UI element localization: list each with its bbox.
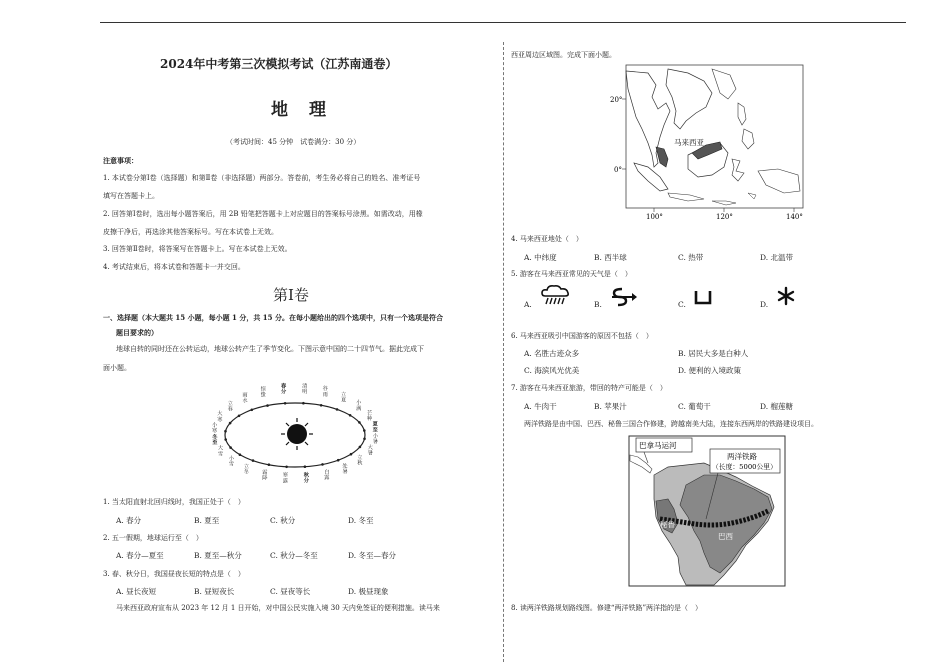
- notice-line: 填写在答题卡上。: [103, 192, 159, 200]
- solar-term-label: 秋分: [303, 472, 310, 485]
- snow-icon: [776, 286, 796, 306]
- notice-line: 3. 回答第Ⅱ卷时，将答案写在答题卡上。写在本试卷上无效。: [103, 245, 292, 253]
- q1-option-b[interactable]: B. 夏至: [194, 516, 220, 525]
- orbit-position-dot: [321, 463, 324, 466]
- notice-heading: 注意事项：: [103, 156, 138, 165]
- question-6-stem: 6. 马来西亚吸引中国游客的原因不包括（ ）: [511, 332, 653, 340]
- notice-line: 皮擦干净后，再选涂其他答案标号。写在本试卷上无效。: [103, 228, 278, 236]
- solar-term-label: 大暑: [367, 444, 373, 457]
- orbit-position-dot: [224, 430, 227, 433]
- solar-term-label: 大寒: [217, 411, 223, 423]
- solar-term-label: 惊蛰: [260, 386, 266, 399]
- sandstorm-icon: [610, 286, 638, 308]
- solar-term-label: 春分: [280, 383, 287, 395]
- orbit-position-dot: [229, 422, 232, 425]
- lon-100-label: 100°: [646, 213, 663, 221]
- orbit-position-dot: [266, 404, 269, 407]
- orbit-position-dot: [304, 465, 307, 468]
- question-2-stem: 2. 五一假期，地球运行至（ ）: [103, 534, 203, 542]
- exam-title: 2024年中考第三次模拟考试（江苏南通卷）: [160, 57, 398, 71]
- solar-term-label: 小满: [356, 400, 362, 412]
- q4-option-b[interactable]: B. 西半球: [594, 253, 627, 262]
- q5-option-d[interactable]: D.: [760, 300, 769, 309]
- top-rule: [100, 22, 906, 23]
- q3-option-a[interactable]: A. 昼长夜短: [116, 587, 157, 596]
- solar-term-label: 小雪: [228, 455, 234, 468]
- solar-term-label: 芒种: [366, 410, 373, 422]
- question-8-stem: 8. 读两洋铁路规划路线图。修建“两洋铁路”两洋指的是（ ）: [511, 604, 703, 612]
- orbit-position-dot: [284, 402, 287, 405]
- orbit-position-dot: [252, 459, 255, 462]
- q6-option-b[interactable]: B. 居民大多是白种人: [678, 349, 749, 358]
- solar-term-label: 谷雨: [322, 386, 328, 398]
- solar-term-label: 寒露: [282, 472, 288, 485]
- southeast-asia-map: [608, 63, 808, 221]
- q2-option-d[interactable]: D. 冬至—春分: [348, 551, 397, 560]
- orbit-position-dot: [302, 402, 305, 405]
- two-ocean-railway-map: [628, 435, 786, 587]
- solar-term-label: 立春: [227, 401, 233, 413]
- solar-term-label: 白露: [324, 469, 330, 481]
- notice-line: 4. 考试结束后，将本试卷和答题卡一并交回。: [103, 263, 245, 271]
- q6-option-c[interactable]: C. 海滨风光优美: [524, 366, 580, 375]
- q7-option-c[interactable]: C. 葡萄干: [678, 402, 711, 411]
- section-instruction: 一、选择题（本大题共 15 小题，每小题 1 分，共 15 分。在每小题给出的四个选项中，只有一个选项是符合: [103, 313, 443, 322]
- malaysia-label: 马来西亚: [674, 138, 704, 147]
- section-instruction: 题目要求的）: [116, 328, 158, 337]
- notice-line: 2. 回答第Ⅰ卷时，选出每小题答案后，用 2B 铅笔把答题卡上对应题目的答案标号涂黑。如需改动，用橡: [103, 210, 423, 218]
- brazil-label: 巴西: [718, 532, 733, 541]
- solar-term-label: 清明: [302, 383, 308, 395]
- q6-option-a[interactable]: A. 名胜古迹众多: [524, 349, 580, 358]
- notice-line: 1. 本试卷分第Ⅰ卷（选择题）和第Ⅱ卷（非选择题）两部分。答卷前，考生务必将自己的姓名、准考证号: [103, 174, 421, 182]
- solar-terms-diagram: [195, 378, 395, 496]
- solar-term-label: 雨水: [242, 392, 248, 405]
- q7-option-d[interactable]: D. 榴莲糖: [760, 402, 794, 411]
- railway-label: 两洋铁路: [727, 452, 757, 461]
- sun-icon: [281, 418, 313, 450]
- orbit-position-dot: [363, 429, 366, 432]
- orbit-position-dot: [350, 453, 353, 456]
- panama-canal-label: 巴拿马运河: [639, 441, 677, 450]
- orbit-position-dot: [238, 415, 241, 418]
- orbit-position-dot: [349, 414, 352, 417]
- question-7-stem: 7. 游客在马来西亚旅游，带回的特产可能是（ ）: [511, 384, 667, 392]
- exam-info: （考试时间：45 分钟 试卷满分：30 分）: [226, 138, 361, 146]
- orbit-position-dot: [359, 446, 362, 449]
- orbit-position-dot: [358, 421, 361, 424]
- lat-0-label: 0°: [614, 166, 622, 174]
- solar-term-label: 小暑: [372, 433, 379, 445]
- q1-option-c[interactable]: C. 秋分: [270, 516, 296, 525]
- orbit-position-dot: [251, 409, 254, 412]
- q2-option-b[interactable]: B. 夏至—秋分: [194, 551, 242, 560]
- q7-option-a[interactable]: A. 牛肉干: [524, 402, 557, 411]
- peru-label: 秘鲁: [660, 520, 675, 529]
- q2-option-c[interactable]: C. 秋分—冬至: [270, 551, 318, 560]
- q7-option-b[interactable]: B. 苹果汁: [594, 402, 627, 411]
- q3-option-b[interactable]: B. 昼短夜长: [194, 587, 235, 596]
- lat-20-label: 20°: [610, 96, 623, 104]
- orbit-position-dot: [229, 446, 232, 449]
- orbit-position-dot: [336, 408, 339, 411]
- q3-option-c[interactable]: C. 昼夜等长: [270, 587, 311, 596]
- orbit-position-dot: [363, 438, 366, 441]
- question-5-stem: 5. 游客在马来西亚常见的天气是（ ）: [511, 270, 632, 278]
- orbit-position-dot: [239, 453, 242, 456]
- q4-option-a[interactable]: A. 中纬度: [524, 253, 557, 262]
- railway-length-label: （长度：5000公里）: [712, 463, 777, 471]
- q3-option-d[interactable]: D. 极昼现象: [348, 587, 389, 596]
- subject-title: 地 理: [271, 100, 328, 120]
- q2-option-a[interactable]: A. 春分—夏至: [116, 551, 164, 560]
- q1-option-d[interactable]: D. 冬至: [348, 516, 374, 525]
- q1-option-a[interactable]: A. 春分: [116, 516, 142, 525]
- intro-text: 地球自转的同时还在公转运动，地球公转产生了季节变化。下图示意中国的二十四节气。据此完成下: [116, 345, 424, 353]
- orbit-position-dot: [224, 438, 227, 441]
- question-3-stem: 3. 春、秋分日，我国昼夜长短的特点是（ ）: [103, 570, 245, 578]
- lon-140-label: 140°: [786, 213, 803, 221]
- orbit-position-dot: [285, 466, 288, 469]
- q5-option-c[interactable]: C.: [678, 300, 686, 309]
- orbit-position-dot: [268, 463, 271, 466]
- malaysia-intro: 马来西亚政府宣布从 2023 年 12 月 1 日开始，对中国公民实施入境 30 天内免签证的便利措施。读马来: [116, 604, 440, 612]
- lon-120-label: 120°: [716, 213, 733, 221]
- q5-option-a[interactable]: A.: [524, 300, 532, 309]
- solar-term-label: 小寒: [211, 422, 218, 435]
- solar-term-label: 立夏: [340, 392, 347, 404]
- solar-term-label: 冬至: [212, 434, 218, 446]
- q6-option-d[interactable]: D. 便利的入境政策: [678, 366, 742, 375]
- q4-option-c[interactable]: C. 热带: [678, 253, 704, 262]
- orbit-position-dot: [337, 459, 340, 462]
- question-1-stem: 1. 当太阳直射北回归线时，我国正处于（ ）: [103, 498, 245, 506]
- solar-term-label: 霜降: [262, 469, 268, 482]
- intro-text: 面小题。: [103, 364, 131, 372]
- malaysia-intro-cont: 西亚周边区域图。完成下面小题。: [511, 51, 616, 59]
- solar-term-label: 立秋: [357, 455, 363, 467]
- orbit-position-dot: [320, 404, 323, 407]
- section-title: 第Ⅰ卷: [273, 286, 309, 304]
- solar-term-label: 大雪: [217, 445, 224, 458]
- thunderstorm-rain-icon: [540, 284, 572, 306]
- q5-option-b[interactable]: B.: [594, 300, 602, 309]
- column-divider: [503, 42, 504, 662]
- question-4-stem: 4. 马来西亚地处（ ）: [511, 235, 583, 243]
- frost-icon: [693, 287, 713, 307]
- railway-intro: 两洋铁路是由中国、巴西、秘鲁三国合作修建，跨越南美大陆，连接东西两岸的铁路建设项目。: [524, 420, 818, 428]
- q4-option-d[interactable]: D. 北温带: [760, 253, 794, 262]
- solar-term-label: 立冬: [243, 464, 250, 476]
- solar-term-label: 夏至: [372, 421, 378, 434]
- solar-term-label: 处暑: [342, 463, 348, 475]
